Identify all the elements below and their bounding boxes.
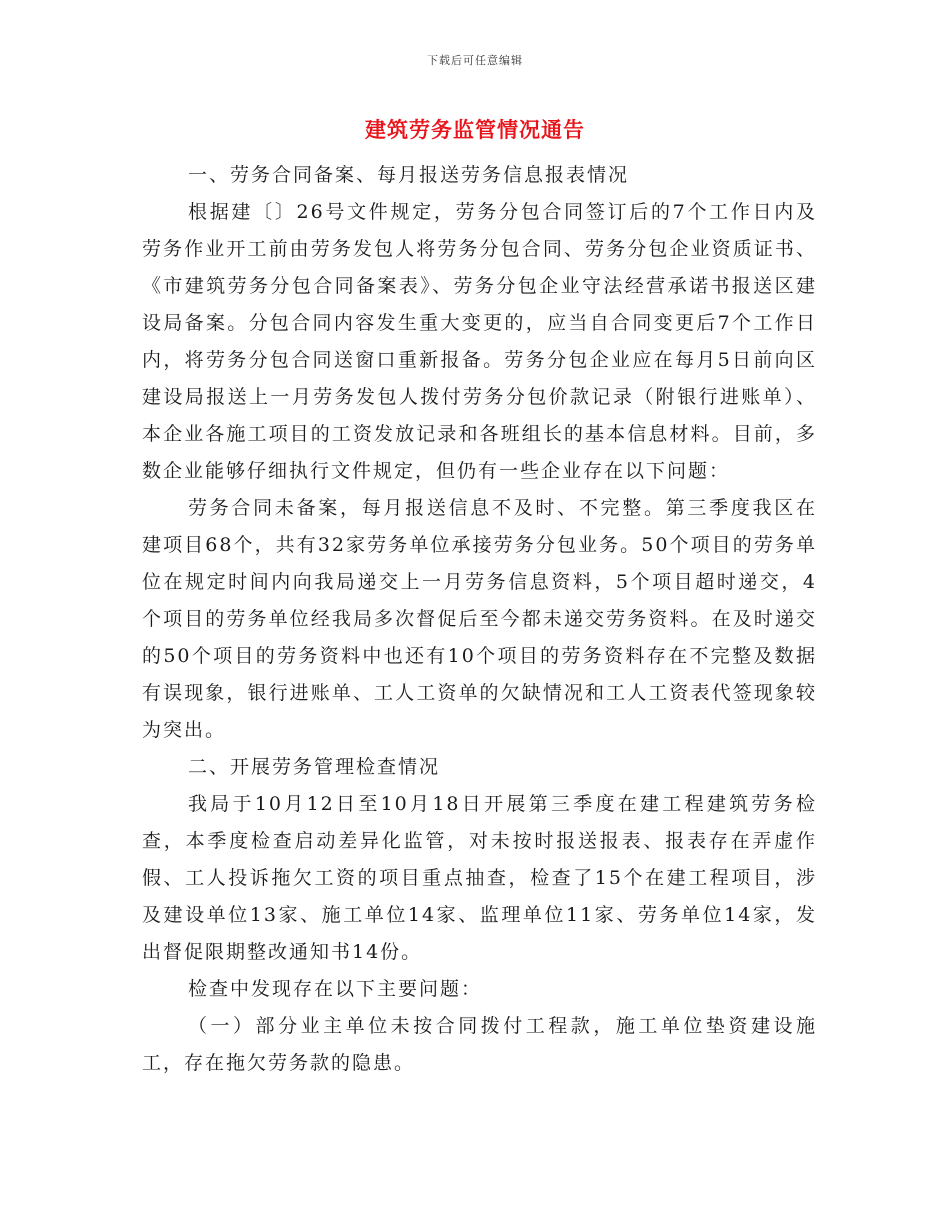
paragraph-inspection: 我局于10月12日至10月18日开展第三季度在建工程建筑劳务检查，本季度检查启动差异化监管，对未按时报送报表、报表存在弄虚作假、工人投诉拖欠工资的项目重点抽查，检查了15个在建工程项目，涉及建设单位13家、施工单位14家、监理单位11家、劳务单位14家，发出督促限期整改通知书14份。 [142,793,817,963]
document-body [142,157,817,1082]
paragraph-issue-1: （一）部分业主单位未按合同拨付工程款，施工单位垫资建设施工，存在拖欠劳务款的隐患。 [142,1015,817,1074]
section-heading-1: 一、劳务合同备案、每月报送劳务信息报表情况 [188,164,630,186]
section-heading-2: 二、开展劳务管理检查情况 [188,756,441,778]
document-title: 建筑劳务监管情况通告 [365,117,585,142]
header-note: 下载后可任意编辑 [427,54,523,67]
paragraph-issues-intro: 检查中发现存在以下主要问题： [188,978,483,1000]
paragraph-problems: 劳务合同未备案，每月报送信息不及时、不完整。第三季度我区在建项目68个，共有32家劳务单位承接劳务分包业务。50个项目的劳务单位在规定时间内向我局递交上一月劳务信息资料，5个项目超时递交，4个项目的劳务单位经我局多次督促后至今都未递交劳务资料。在及时递交的50个项目的劳务资料中也还有10个项目的劳务资料存在不完整及数据有误现象，银行进账单、工人工资单的欠缺情况和工人工资表代签现象较为突出。 [142,497,817,741]
paragraph-filing-rules: 根据建〔〕26号文件规定，劳务分包合同签订后的7个工作日内及劳务作业开工前由劳务发包人将劳务分包合同、劳务分包企业资质证书、《市建筑劳务分包合同备案表》、劳务分包企业守法经营承诺书报送区建设局备案。分包合同内容发生重大变更的，应当自合同变更后7个工作日内，将劳务分包合同送窗口重新报备。劳务分包企业应在每月5日前向区建设局报送上一月劳务发包人拨付劳务分包价款记录（附银行进账单）、本企业各施工项目的工资发放记录和各班组长的基本信息材料。目前，多数企业能够仔细执行文件规定，但仍有一些企业存在以下问题： [142,201,817,482]
